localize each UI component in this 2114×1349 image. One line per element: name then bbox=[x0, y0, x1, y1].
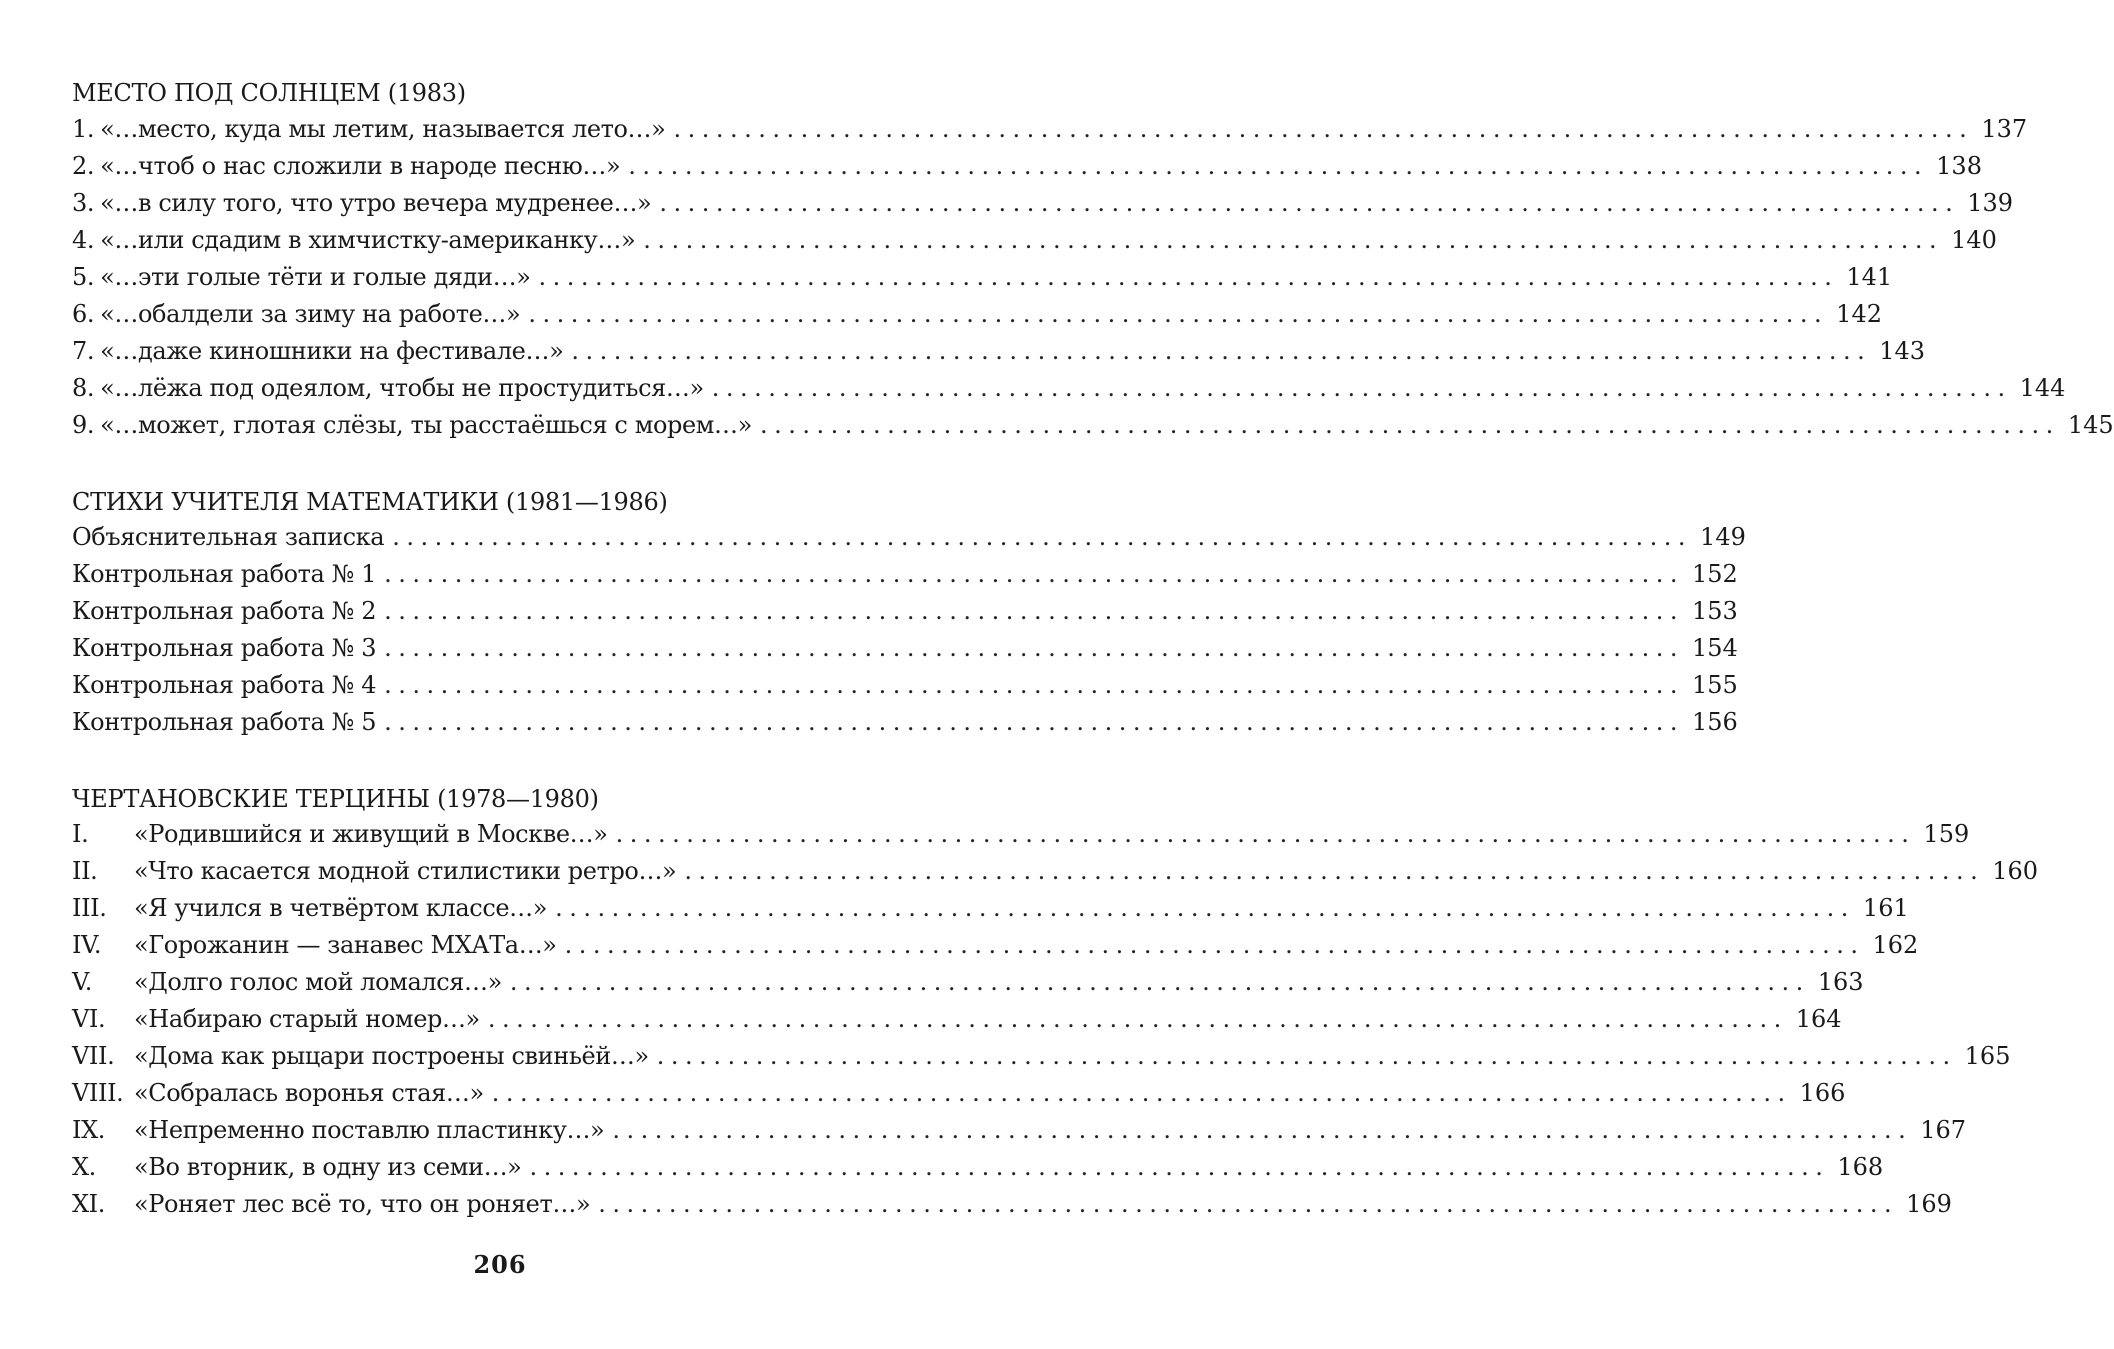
entry-number: V. bbox=[72, 968, 92, 996]
dot-leader: ............................................................................................ bbox=[529, 1153, 1830, 1181]
entry-number: IV. bbox=[72, 931, 102, 959]
entry-page: 155 bbox=[1691, 671, 1738, 699]
toc-entry bbox=[72, 1074, 1846, 1108]
entry-number: 9. bbox=[72, 411, 95, 439]
entry-title: «Горожанин — занавес МХАТа…» bbox=[134, 931, 557, 959]
toc-entry bbox=[72, 332, 1926, 366]
entry-page: 142 bbox=[1836, 300, 1882, 328]
entry-number: X. bbox=[72, 1153, 96, 1181]
entry-page: 164 bbox=[1795, 1005, 1842, 1033]
entry-page: 152 bbox=[1691, 560, 1738, 588]
entry-number: 3. bbox=[72, 189, 95, 217]
entry-number: IX. bbox=[72, 1116, 105, 1144]
entry-page: 162 bbox=[1872, 931, 1919, 959]
dot-leader: ............................................................................................ bbox=[384, 634, 1684, 662]
entry-title: «…лёжа под одеялом, чтобы не простудиться…» bbox=[100, 374, 704, 402]
toc-entry bbox=[72, 1148, 1884, 1182]
entry-page: 159 bbox=[1923, 820, 1970, 848]
entry-title: «…может, глотая слёзы, ты расстаёшься с морем…» bbox=[100, 411, 752, 439]
dot-leader: ............................................................................................ bbox=[392, 523, 1693, 551]
dot-leader: ............................................................................................ bbox=[384, 560, 1684, 588]
page-number: 206 bbox=[473, 1250, 527, 1279]
entry-page: 143 bbox=[1879, 337, 1926, 365]
toc-entry bbox=[72, 1111, 1967, 1145]
dot-leader: ............................................................................................ bbox=[643, 226, 1944, 254]
dot-leader: ............................................................................................ bbox=[538, 263, 1839, 291]
entry-title: Контрольная работа № 5 bbox=[72, 708, 377, 736]
section-heading: ЧЕРТАНОВСКИЕ ТЕРЦИНЫ (1978—1980) bbox=[72, 785, 599, 813]
entry-title: «…эти голые тёти и голые дяди…» bbox=[100, 263, 531, 291]
entry-number: VII. bbox=[72, 1042, 115, 1070]
entry-title: Контрольная работа № 1 bbox=[72, 560, 377, 588]
dot-leader: ............................................................................................ bbox=[656, 1042, 1957, 1070]
entry-number: VIII. bbox=[72, 1079, 124, 1107]
toc-entry bbox=[72, 258, 1893, 292]
entry-page: 161 bbox=[1862, 894, 1909, 922]
toc-entry bbox=[72, 889, 1909, 923]
entry-page: 153 bbox=[1691, 597, 1738, 625]
dot-leader: ............................................................................................ bbox=[491, 1079, 1792, 1107]
entry-title: «Набираю старый номер…» bbox=[134, 1005, 480, 1033]
entry-title: «Что касается модной стилистики ретро…» bbox=[134, 857, 677, 885]
entry-page: 149 bbox=[1700, 523, 1746, 551]
entry-title: «…или сдадим в химчистку-американку…» bbox=[100, 226, 636, 254]
dot-leader: ............................................................................................ bbox=[384, 708, 1684, 736]
entry-title: Контрольная работа № 2 bbox=[72, 597, 377, 625]
entry-title: «Собралась воронья стая…» bbox=[134, 1079, 484, 1107]
entry-number: 1. bbox=[72, 115, 95, 143]
entry-number: VI. bbox=[72, 1005, 106, 1033]
entry-page: 154 bbox=[1691, 634, 1738, 662]
entry-page: 140 bbox=[1951, 226, 1997, 254]
entry-title: «Роняет лес всё то, что он роняет…» bbox=[134, 1190, 591, 1218]
entry-page: 144 bbox=[2019, 374, 2066, 402]
entry-page: 166 bbox=[1799, 1079, 1846, 1107]
toc-entry bbox=[72, 1185, 1952, 1219]
entry-title: «Я учился в четвёртом классе…» bbox=[134, 894, 548, 922]
toc-entry bbox=[72, 1000, 1842, 1034]
entry-page: 138 bbox=[1936, 152, 1982, 180]
entry-title: Контрольная работа № 4 bbox=[72, 671, 377, 699]
entry-number: 8. bbox=[72, 374, 95, 402]
dot-leader: ............................................................................................ bbox=[487, 1005, 1788, 1033]
dot-leader: ............................................................................................ bbox=[555, 894, 1855, 922]
toc-entry bbox=[72, 406, 2114, 440]
entry-page: 165 bbox=[1964, 1042, 2011, 1070]
entry-title: «Дома как рыцари построены свиньёй…» bbox=[134, 1042, 649, 1070]
entry-number: XI. bbox=[72, 1190, 105, 1218]
entry-page: 156 bbox=[1691, 708, 1738, 736]
dot-leader: ............................................................................................ bbox=[509, 968, 1810, 996]
entry-number: 6. bbox=[72, 300, 95, 328]
toc-entry bbox=[72, 221, 1997, 255]
toc-entry bbox=[72, 295, 1882, 329]
dot-leader: ............................................................................................ bbox=[673, 115, 1974, 143]
entry-title: Контрольная работа № 3 bbox=[72, 634, 377, 662]
dot-leader: ............................................................................................ bbox=[528, 300, 1829, 328]
toc-entry bbox=[72, 926, 1919, 960]
entry-title: «…место, куда мы летим, называется лето…» bbox=[100, 115, 666, 143]
dot-leader: ............................................................................................ bbox=[384, 671, 1684, 699]
entry-page: 139 bbox=[1967, 189, 2014, 217]
entry-page: 145 bbox=[2067, 411, 2114, 439]
toc-entry bbox=[72, 184, 2014, 218]
entry-title: Объяснительная записка bbox=[72, 523, 385, 551]
entry-number: 2. bbox=[72, 152, 95, 180]
entry-title: «Непременно поставлю пластинку…» bbox=[134, 1116, 605, 1144]
toc-entry bbox=[72, 110, 2028, 144]
toc-entry bbox=[72, 1037, 2011, 1071]
entry-title: «…даже киношники на фестивале…» bbox=[100, 337, 564, 365]
section-heading: СТИХИ УЧИТЕЛЯ МАТЕМАТИКИ (1981—1986) bbox=[72, 488, 668, 516]
entry-title: «Долго голос мой ломался…» bbox=[134, 968, 502, 996]
entry-title: «…чтоб о нас сложили в народе песню…» bbox=[100, 152, 621, 180]
dot-leader: ............................................................................................ bbox=[564, 931, 1865, 959]
toc-entry bbox=[72, 369, 2066, 403]
entry-title: «Во вторник, в одну из семи…» bbox=[134, 1153, 522, 1181]
entry-number: I. bbox=[72, 820, 89, 848]
toc-entry bbox=[72, 852, 2039, 886]
entry-page: 167 bbox=[1920, 1116, 1967, 1144]
entry-page: 160 bbox=[1992, 857, 2039, 885]
entry-title: «…обалдели за зиму на работе…» bbox=[100, 300, 521, 328]
entry-page: 163 bbox=[1817, 968, 1864, 996]
dot-leader: ............................................................................................ bbox=[711, 374, 2012, 402]
entry-page: 168 bbox=[1837, 1153, 1884, 1181]
toc-entry bbox=[72, 518, 1746, 552]
dot-leader: ............................................................................................ bbox=[384, 597, 1684, 625]
entry-title: «Родившийся и живущий в Москве…» bbox=[134, 820, 608, 848]
toc-entry bbox=[72, 666, 1738, 700]
toc-entry bbox=[72, 963, 1864, 997]
dot-leader: ............................................................................................ bbox=[628, 152, 1929, 180]
toc-entry bbox=[72, 555, 1738, 589]
dot-leader: ............................................................................................ bbox=[598, 1190, 1899, 1218]
entry-number: III. bbox=[72, 894, 107, 922]
dot-leader: ............................................................................................ bbox=[612, 1116, 1913, 1144]
toc-entry bbox=[72, 592, 1738, 626]
toc-entry bbox=[72, 703, 1738, 737]
dot-leader: ............................................................................................ bbox=[684, 857, 1985, 885]
entry-number: II. bbox=[72, 857, 98, 885]
entry-number: 5. bbox=[72, 263, 95, 291]
entry-title: «…в силу того, что утро вечера мудренее…» bbox=[100, 189, 652, 217]
dot-leader: ............................................................................................ bbox=[759, 411, 2060, 439]
toc-entry bbox=[72, 147, 1982, 181]
entry-page: 141 bbox=[1846, 263, 1893, 291]
entry-number: 4. bbox=[72, 226, 95, 254]
entry-page: 137 bbox=[1981, 115, 2028, 143]
section-heading: МЕСТО ПОД СОЛНЦЕМ (1983) bbox=[72, 79, 466, 107]
dot-leader: ............................................................................................ bbox=[615, 820, 1916, 848]
entry-page: 169 bbox=[1906, 1190, 1952, 1218]
toc-entry bbox=[72, 629, 1738, 663]
dot-leader: ............................................................................................ bbox=[571, 337, 1872, 365]
toc-entry bbox=[72, 815, 1970, 849]
entry-number: 7. bbox=[72, 337, 95, 365]
dot-leader: ............................................................................................ bbox=[659, 189, 1960, 217]
